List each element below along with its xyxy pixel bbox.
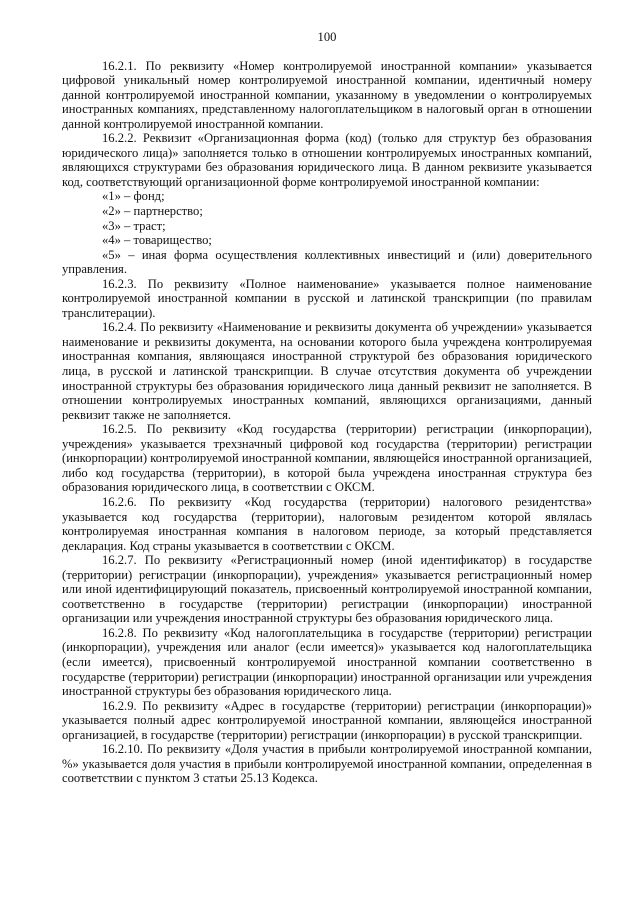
list-item-code-2: «2» – партнерство; <box>102 204 203 219</box>
list-item-code-5: «5» – иная форма осуществления коллективных инвестиций и (или) доверительного управления. <box>62 247 592 277</box>
list-item-code-4: «4» – товарищество; <box>102 233 212 248</box>
paragraph-16-2-2: 16.2.2. Реквизит «Организационная форма (код) (только для структур без образования юридического лица)» заполняется только в отношении контролируемых иностранных компаний, являющихся структурами без образования юридического лица. В данном реквизите указывается код, соответствующий организационной форме контролируемой иностранной компании: <box>62 131 592 189</box>
paragraph-16-2-7: 16.2.7. По реквизиту «Регистрационный номер (иной идентификатор) в государстве (территории) регистрации (инкорпорации), учреждения» указывается регистрационный номер или иной идентифицирующий показатель, присвоенный контролируемой иностранной компании, соответственно в государстве (территории) регистрации (инкорпорации) иностранной организации или учреждения иностранной структуры без образования юридического лица. <box>62 553 592 626</box>
paragraph-16-2-6: 16.2.6. По реквизиту «Код государства (территории) налогового резидентства» указывается код государства (территории), налоговым резидентом которой являлась контролируемая иностранная компания в налоговом периоде, за который представляется декларация. Код страны указывается в соответствии с ОКСМ. <box>62 494 592 553</box>
list-item-code-1: «1» – фонд; <box>102 189 165 204</box>
paragraph-16-2-3: 16.2.3. По реквизиту «Полное наименование» указывается полное наименование контролируемой иностранной компании в русской и латинской транскрипции (по правилам транслитерации). <box>62 276 592 320</box>
paragraph-16-2-4: 16.2.4. По реквизиту «Наименование и реквизиты документа об учреждении» указывается наименование и реквизиты документа, на основании которого была учреждена контролируемая иностранная компания, являющаяся иностранной структурой без образования юридического лица, в русской и латинской транскрипции. В случае отсутствия документа об учреждении иностранной структуры без образования юридического лица данный реквизит не заполняется. В отношении контролируемых иностранных компаний, являющихся организациями, данный реквизит также не заполняется. <box>62 320 592 422</box>
document-page <box>62 30 592 786</box>
list-item-code-3: «3» – траст; <box>102 218 166 233</box>
paragraph-16-2-10: 16.2.10. По реквизиту «Доля участия в прибыли контролируемой иностранной компании, %» указывается доля участия в прибыли контролируемой иностранной компании, определенная в соответствии с пунктом 3 статьи 25.13 Кодекса. <box>62 742 592 786</box>
page-number: 100 <box>317 30 337 44</box>
paragraph-16-2-8: 16.2.8. По реквизиту «Код налогоплательщика в государстве (территории) регистрации (инкорпорации), учреждения или аналог (если имеется)» указывается код налогоплательщика (если имеется), присвоенный контролируемой иностранной компании соответственно в государстве (территории) регистрации (инкорпорации) иностранной организации или учреждения иностранной структуры без образования юридического лица. <box>62 625 592 699</box>
paragraph-16-2-5: 16.2.5. По реквизиту «Код государства (территории) регистрации (инкорпорации), учреждения» указывается трехзначный цифровой код государства (территории) регистрации (инкорпорации) контролируемой иностранной компании, являющейся иностранной организацией, либо код государства (территории), в которой была учреждена иностранная структура без образования юридического лица, в соответствии с ОКСМ. <box>62 422 592 495</box>
paragraph-16-2-9: 16.2.9. По реквизиту «Адрес в государстве (территории) регистрации (инкорпорации)» указывается полный адрес контролируемой иностранной компании, являющейся иностранной организацией, в государстве (территории) регистрации (инкорпорации) в русской транскрипции. <box>62 698 592 742</box>
paragraph-16-2-1: 16.2.1. По реквизиту «Номер контролируемой иностранной компании» указывается цифровой уникальный номер контролируемой иностранной компании, идентичный номеру данной контролируемой иностранной компании, указанному в уведомлении о контролируемых иностранных компаниях, представленному налогоплательщиком в налоговый орган в отношении данной контролируемой иностранной компании. <box>62 58 592 131</box>
